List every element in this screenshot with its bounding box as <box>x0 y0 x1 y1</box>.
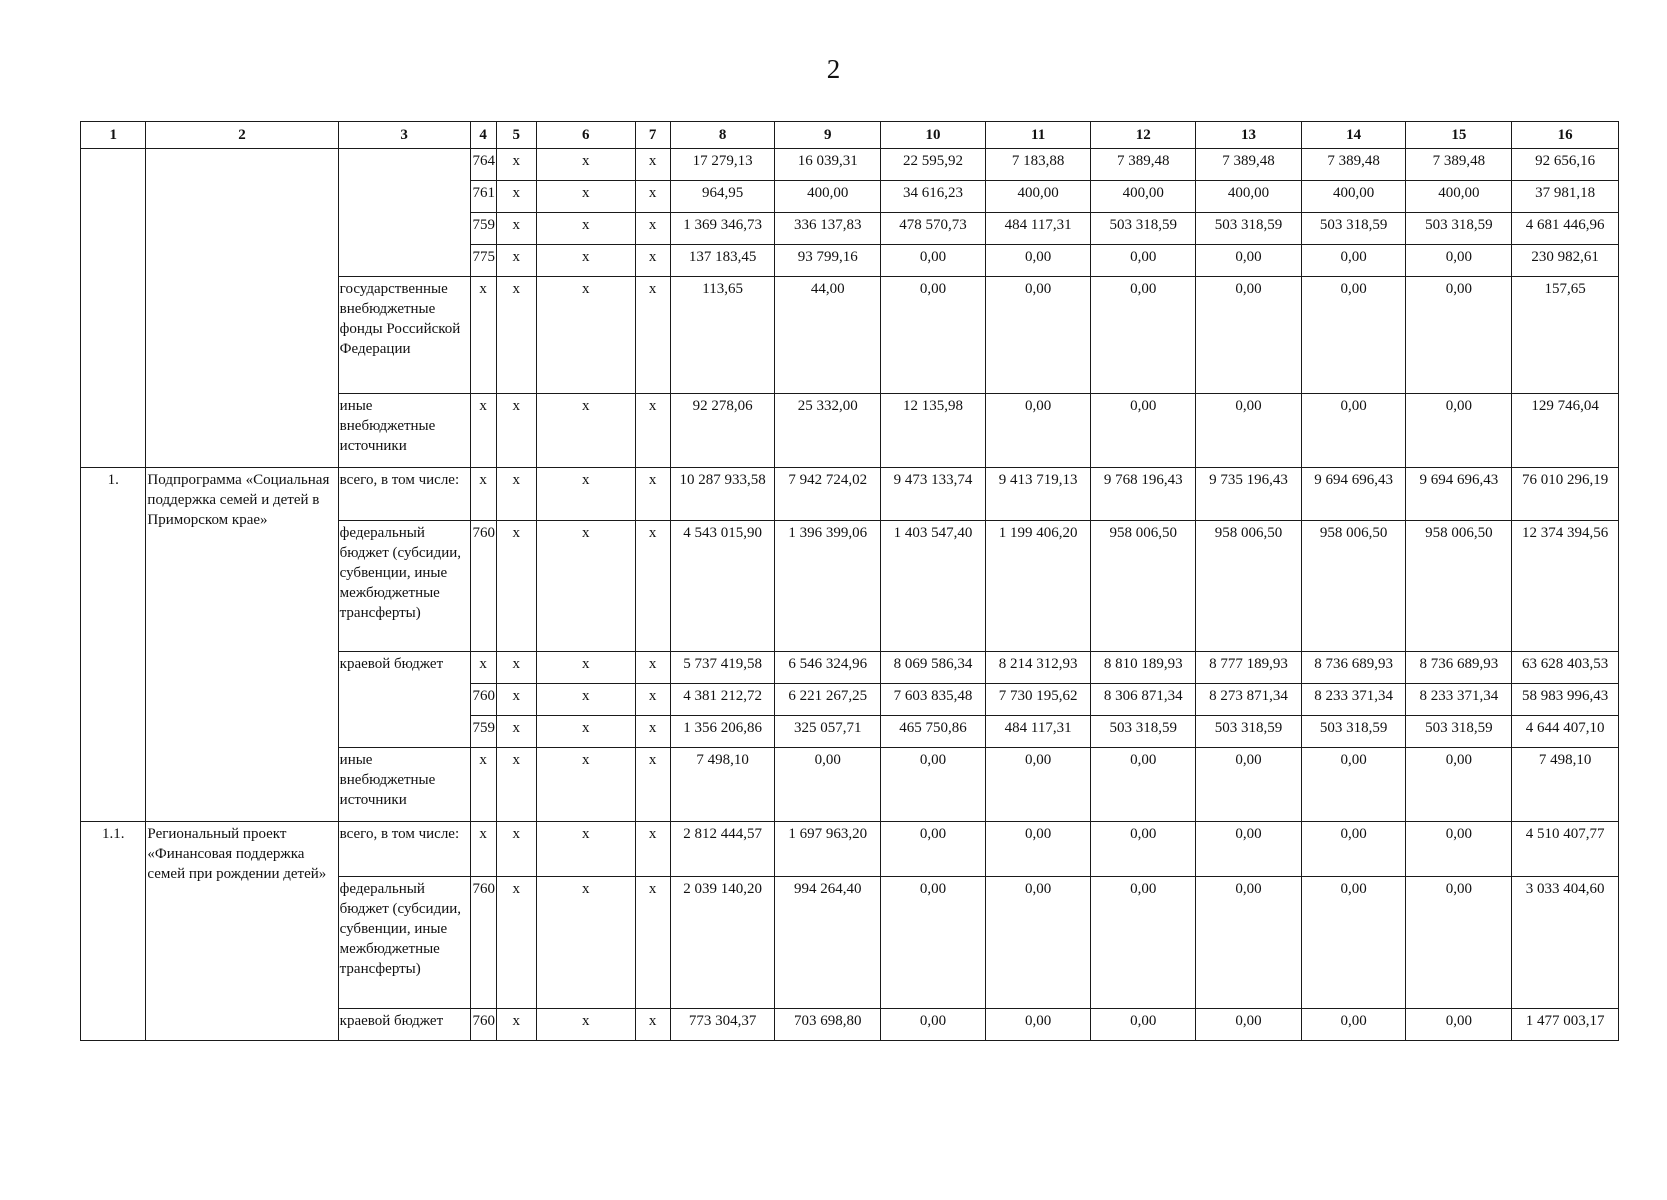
code-cell: x <box>635 822 670 877</box>
value-cell: 503 318,59 <box>1091 716 1196 748</box>
code-cell: x <box>536 521 635 652</box>
code-cell: x <box>536 684 635 716</box>
header-cell: 1 <box>81 122 146 149</box>
value-cell: 703 698,80 <box>775 1009 881 1041</box>
code-cell: x <box>635 394 670 468</box>
value-cell: 0,00 <box>1091 245 1196 277</box>
value-cell: 958 006,50 <box>1406 521 1512 652</box>
value-cell: 8 736 689,93 <box>1406 652 1512 684</box>
value-cell: 9 413 719,13 <box>985 468 1091 521</box>
value-cell: 773 304,37 <box>670 1009 775 1041</box>
header-cell: 14 <box>1301 122 1406 149</box>
value-cell: 994 264,40 <box>775 877 881 1009</box>
value-cell: 7 389,48 <box>1091 149 1196 181</box>
header-cell: 8 <box>670 122 775 149</box>
value-cell: 6 221 267,25 <box>775 684 881 716</box>
value-cell: 12 135,98 <box>881 394 986 468</box>
total-cell: 63 628 403,53 <box>1512 652 1619 684</box>
page-number: 2 <box>826 54 841 84</box>
grbs-code-cell: x <box>470 652 496 684</box>
source-cell: иные внебюджетные источники <box>338 748 470 822</box>
value-cell: 958 006,50 <box>1091 521 1196 652</box>
header-cell: 12 <box>1091 122 1196 149</box>
code-cell: x <box>635 213 670 245</box>
table-header <box>81 122 1619 149</box>
code-cell: x <box>635 181 670 213</box>
value-cell: 8 736 689,93 <box>1301 652 1406 684</box>
source-cell: государственные внебюджетные фонды Российской Федерации <box>338 277 470 394</box>
value-cell: 0,00 <box>775 748 881 822</box>
value-cell: 400,00 <box>1301 181 1406 213</box>
code-cell: x <box>635 521 670 652</box>
code-cell: x <box>536 716 635 748</box>
header-cell: 13 <box>1196 122 1302 149</box>
row-number-cell: 1.1. <box>81 822 146 1041</box>
program-name-cell: Региональный проект «Финансовая поддержка семей при рождении детей» <box>146 822 338 1041</box>
value-cell: 400,00 <box>1406 181 1512 213</box>
grbs-code-cell: x <box>470 468 496 521</box>
value-cell: 0,00 <box>1301 277 1406 394</box>
source-cell: краевой бюджет <box>338 652 470 748</box>
value-cell: 22 595,92 <box>881 149 986 181</box>
table-row <box>81 149 1619 181</box>
value-cell: 0,00 <box>1406 1009 1512 1041</box>
total-cell: 3 033 404,60 <box>1512 877 1619 1009</box>
value-cell: 0,00 <box>1301 822 1406 877</box>
value-cell: 503 318,59 <box>1196 213 1302 245</box>
header-cell: 2 <box>146 122 338 149</box>
value-cell: 503 318,59 <box>1091 213 1196 245</box>
value-cell: 0,00 <box>881 245 986 277</box>
value-cell: 1 403 547,40 <box>881 521 986 652</box>
code-cell: x <box>536 277 635 394</box>
value-cell: 17 279,13 <box>670 149 775 181</box>
source-cell: федеральный бюджет (субсидии, субвенции, иные межбюджетные трансферты) <box>338 521 470 652</box>
header-row <box>81 122 1619 149</box>
value-cell: 0,00 <box>985 822 1091 877</box>
value-cell: 92 278,06 <box>670 394 775 468</box>
grbs-code-cell: 760 <box>470 1009 496 1041</box>
value-cell: 7 389,48 <box>1301 149 1406 181</box>
code-cell: x <box>635 716 670 748</box>
total-cell: 4 510 407,77 <box>1512 822 1619 877</box>
value-cell: 6 546 324,96 <box>775 652 881 684</box>
code-cell: x <box>496 652 536 684</box>
total-cell: 230 982,61 <box>1512 245 1619 277</box>
value-cell: 1 199 406,20 <box>985 521 1091 652</box>
value-cell: 0,00 <box>1196 245 1302 277</box>
value-cell: 9 694 696,43 <box>1406 468 1512 521</box>
header-cell: 10 <box>881 122 986 149</box>
value-cell: 8 810 189,93 <box>1091 652 1196 684</box>
code-cell: x <box>635 149 670 181</box>
value-cell: 400,00 <box>985 181 1091 213</box>
source-cell: иные внебюджетные источники <box>338 394 470 468</box>
grbs-code-cell: 760 <box>470 684 496 716</box>
value-cell: 0,00 <box>1406 877 1512 1009</box>
value-cell: 9 473 133,74 <box>881 468 986 521</box>
value-cell: 484 117,31 <box>985 716 1091 748</box>
value-cell: 2 039 140,20 <box>670 877 775 1009</box>
value-cell: 7 942 724,02 <box>775 468 881 521</box>
code-cell: x <box>536 652 635 684</box>
value-cell: 8 273 871,34 <box>1196 684 1302 716</box>
code-cell: x <box>536 245 635 277</box>
code-cell: x <box>496 394 536 468</box>
value-cell: 0,00 <box>1196 877 1302 1009</box>
code-cell: x <box>635 277 670 394</box>
value-cell: 0,00 <box>1301 877 1406 1009</box>
value-cell: 0,00 <box>881 877 986 1009</box>
value-cell: 0,00 <box>1406 277 1512 394</box>
code-cell: x <box>496 277 536 394</box>
value-cell: 503 318,59 <box>1406 213 1512 245</box>
grbs-code-cell: x <box>470 394 496 468</box>
grbs-code-cell: 759 <box>470 716 496 748</box>
table-row <box>81 822 1619 877</box>
grbs-code-cell: 775 <box>470 245 496 277</box>
code-cell: x <box>536 181 635 213</box>
value-cell: 0,00 <box>985 748 1091 822</box>
value-cell: 958 006,50 <box>1301 521 1406 652</box>
header-cell: 16 <box>1512 122 1619 149</box>
value-cell: 0,00 <box>881 748 986 822</box>
value-cell: 8 777 189,93 <box>1196 652 1302 684</box>
grbs-code-cell: 759 <box>470 213 496 245</box>
value-cell: 34 616,23 <box>881 181 986 213</box>
total-cell: 37 981,18 <box>1512 181 1619 213</box>
value-cell: 8 069 586,34 <box>881 652 986 684</box>
value-cell: 400,00 <box>1091 181 1196 213</box>
code-cell: x <box>635 748 670 822</box>
value-cell: 0,00 <box>1091 394 1196 468</box>
row-number-cell <box>81 149 146 468</box>
value-cell: 1 697 963,20 <box>775 822 881 877</box>
header-cell: 4 <box>470 122 496 149</box>
value-cell: 8 214 312,93 <box>985 652 1091 684</box>
code-cell: x <box>536 468 635 521</box>
code-cell: x <box>635 652 670 684</box>
header-cell: 3 <box>338 122 470 149</box>
value-cell: 7 183,88 <box>985 149 1091 181</box>
value-cell: 93 799,16 <box>775 245 881 277</box>
source-cell: всего, в том числе: <box>338 468 470 521</box>
code-cell: x <box>496 213 536 245</box>
value-cell: 10 287 933,58 <box>670 468 775 521</box>
value-cell: 0,00 <box>881 822 986 877</box>
value-cell: 2 812 444,57 <box>670 822 775 877</box>
value-cell: 137 183,45 <box>670 245 775 277</box>
grbs-code-cell: x <box>470 748 496 822</box>
code-cell: x <box>635 684 670 716</box>
grbs-code-cell: x <box>470 277 496 394</box>
header-cell: 9 <box>775 122 881 149</box>
code-cell: x <box>635 1009 670 1041</box>
value-cell: 7 603 835,48 <box>881 684 986 716</box>
code-cell: x <box>496 684 536 716</box>
value-cell: 1 356 206,86 <box>670 716 775 748</box>
code-cell: x <box>635 468 670 521</box>
value-cell: 0,00 <box>1091 877 1196 1009</box>
value-cell: 0,00 <box>1301 245 1406 277</box>
value-cell: 0,00 <box>1196 277 1302 394</box>
code-cell: x <box>536 877 635 1009</box>
code-cell: x <box>635 245 670 277</box>
value-cell: 7 389,48 <box>1196 149 1302 181</box>
value-cell: 503 318,59 <box>1301 716 1406 748</box>
table-row <box>81 468 1619 521</box>
code-cell: x <box>536 748 635 822</box>
source-cell <box>338 149 470 277</box>
value-cell: 336 137,83 <box>775 213 881 245</box>
value-cell: 503 318,59 <box>1301 213 1406 245</box>
header-cell: 5 <box>496 122 536 149</box>
total-cell: 58 983 996,43 <box>1512 684 1619 716</box>
grbs-code-cell: 760 <box>470 521 496 652</box>
code-cell: x <box>496 468 536 521</box>
code-cell: x <box>635 877 670 1009</box>
value-cell: 44,00 <box>775 277 881 394</box>
code-cell: x <box>496 245 536 277</box>
code-cell: x <box>536 213 635 245</box>
value-cell: 0,00 <box>985 277 1091 394</box>
code-cell: x <box>496 181 536 213</box>
source-cell: всего, в том числе: <box>338 822 470 877</box>
value-cell: 484 117,31 <box>985 213 1091 245</box>
value-cell: 0,00 <box>881 1009 986 1041</box>
value-cell: 0,00 <box>1301 1009 1406 1041</box>
value-cell: 964,95 <box>670 181 775 213</box>
code-cell: x <box>496 877 536 1009</box>
value-cell: 0,00 <box>985 394 1091 468</box>
value-cell: 0,00 <box>881 277 986 394</box>
code-cell: x <box>496 748 536 822</box>
source-cell: краевой бюджет <box>338 1009 470 1041</box>
value-cell: 0,00 <box>1406 245 1512 277</box>
value-cell: 503 318,59 <box>1196 716 1302 748</box>
value-cell: 7 730 195,62 <box>985 684 1091 716</box>
grbs-code-cell: 761 <box>470 181 496 213</box>
value-cell: 0,00 <box>1406 394 1512 468</box>
value-cell: 8 306 871,34 <box>1091 684 1196 716</box>
value-cell: 0,00 <box>1196 394 1302 468</box>
value-cell: 4 543 015,90 <box>670 521 775 652</box>
value-cell: 1 396 399,06 <box>775 521 881 652</box>
value-cell: 0,00 <box>985 877 1091 1009</box>
value-cell: 9 694 696,43 <box>1301 468 1406 521</box>
header-cell: 7 <box>635 122 670 149</box>
value-cell: 0,00 <box>1091 748 1196 822</box>
header-cell: 11 <box>985 122 1091 149</box>
value-cell: 9 768 196,43 <box>1091 468 1196 521</box>
value-cell: 0,00 <box>985 245 1091 277</box>
value-cell: 0,00 <box>1091 822 1196 877</box>
value-cell: 0,00 <box>1406 822 1512 877</box>
value-cell: 1 369 346,73 <box>670 213 775 245</box>
code-cell: x <box>496 1009 536 1041</box>
header-cell: 6 <box>536 122 635 149</box>
value-cell: 5 737 419,58 <box>670 652 775 684</box>
code-cell: x <box>536 149 635 181</box>
value-cell: 478 570,73 <box>881 213 986 245</box>
grbs-code-cell: x <box>470 822 496 877</box>
header-cell: 15 <box>1406 122 1512 149</box>
value-cell: 7 389,48 <box>1406 149 1512 181</box>
value-cell: 4 381 212,72 <box>670 684 775 716</box>
value-cell: 0,00 <box>1406 748 1512 822</box>
row-number-cell: 1. <box>81 468 146 822</box>
code-cell: x <box>496 716 536 748</box>
value-cell: 113,65 <box>670 277 775 394</box>
value-cell: 503 318,59 <box>1406 716 1512 748</box>
value-cell: 8 233 371,34 <box>1301 684 1406 716</box>
code-cell: x <box>496 149 536 181</box>
value-cell: 9 735 196,43 <box>1196 468 1302 521</box>
total-cell: 12 374 394,56 <box>1512 521 1619 652</box>
value-cell: 400,00 <box>775 181 881 213</box>
value-cell: 0,00 <box>1301 748 1406 822</box>
value-cell: 0,00 <box>1301 394 1406 468</box>
code-cell: x <box>496 822 536 877</box>
code-cell: x <box>536 822 635 877</box>
value-cell: 0,00 <box>1091 277 1196 394</box>
value-cell: 400,00 <box>1196 181 1302 213</box>
grbs-code-cell: 764 <box>470 149 496 181</box>
value-cell: 0,00 <box>1196 1009 1302 1041</box>
total-cell: 129 746,04 <box>1512 394 1619 468</box>
total-cell: 157,65 <box>1512 277 1619 394</box>
value-cell: 0,00 <box>1196 822 1302 877</box>
total-cell: 76 010 296,19 <box>1512 468 1619 521</box>
value-cell: 16 039,31 <box>775 149 881 181</box>
value-cell: 0,00 <box>1091 1009 1196 1041</box>
value-cell: 958 006,50 <box>1196 521 1302 652</box>
grbs-code-cell: 760 <box>470 877 496 1009</box>
value-cell: 8 233 371,34 <box>1406 684 1512 716</box>
total-cell: 7 498,10 <box>1512 748 1619 822</box>
code-cell: x <box>536 1009 635 1041</box>
code-cell: x <box>496 521 536 652</box>
budget-table <box>80 121 1619 1041</box>
total-cell: 92 656,16 <box>1512 149 1619 181</box>
value-cell: 0,00 <box>985 1009 1091 1041</box>
value-cell: 7 498,10 <box>670 748 775 822</box>
total-cell: 4 681 446,96 <box>1512 213 1619 245</box>
total-cell: 4 644 407,10 <box>1512 716 1619 748</box>
value-cell: 465 750,86 <box>881 716 986 748</box>
value-cell: 0,00 <box>1196 748 1302 822</box>
source-cell: федеральный бюджет (субсидии, субвенции, иные межбюджетные трансферты) <box>338 877 470 1009</box>
value-cell: 25 332,00 <box>775 394 881 468</box>
program-name-cell <box>146 149 338 468</box>
program-name-cell: Подпрограмма «Социальная поддержка семей и детей в Приморском крае» <box>146 468 338 822</box>
value-cell: 325 057,71 <box>775 716 881 748</box>
total-cell: 1 477 003,17 <box>1512 1009 1619 1041</box>
code-cell: x <box>536 394 635 468</box>
